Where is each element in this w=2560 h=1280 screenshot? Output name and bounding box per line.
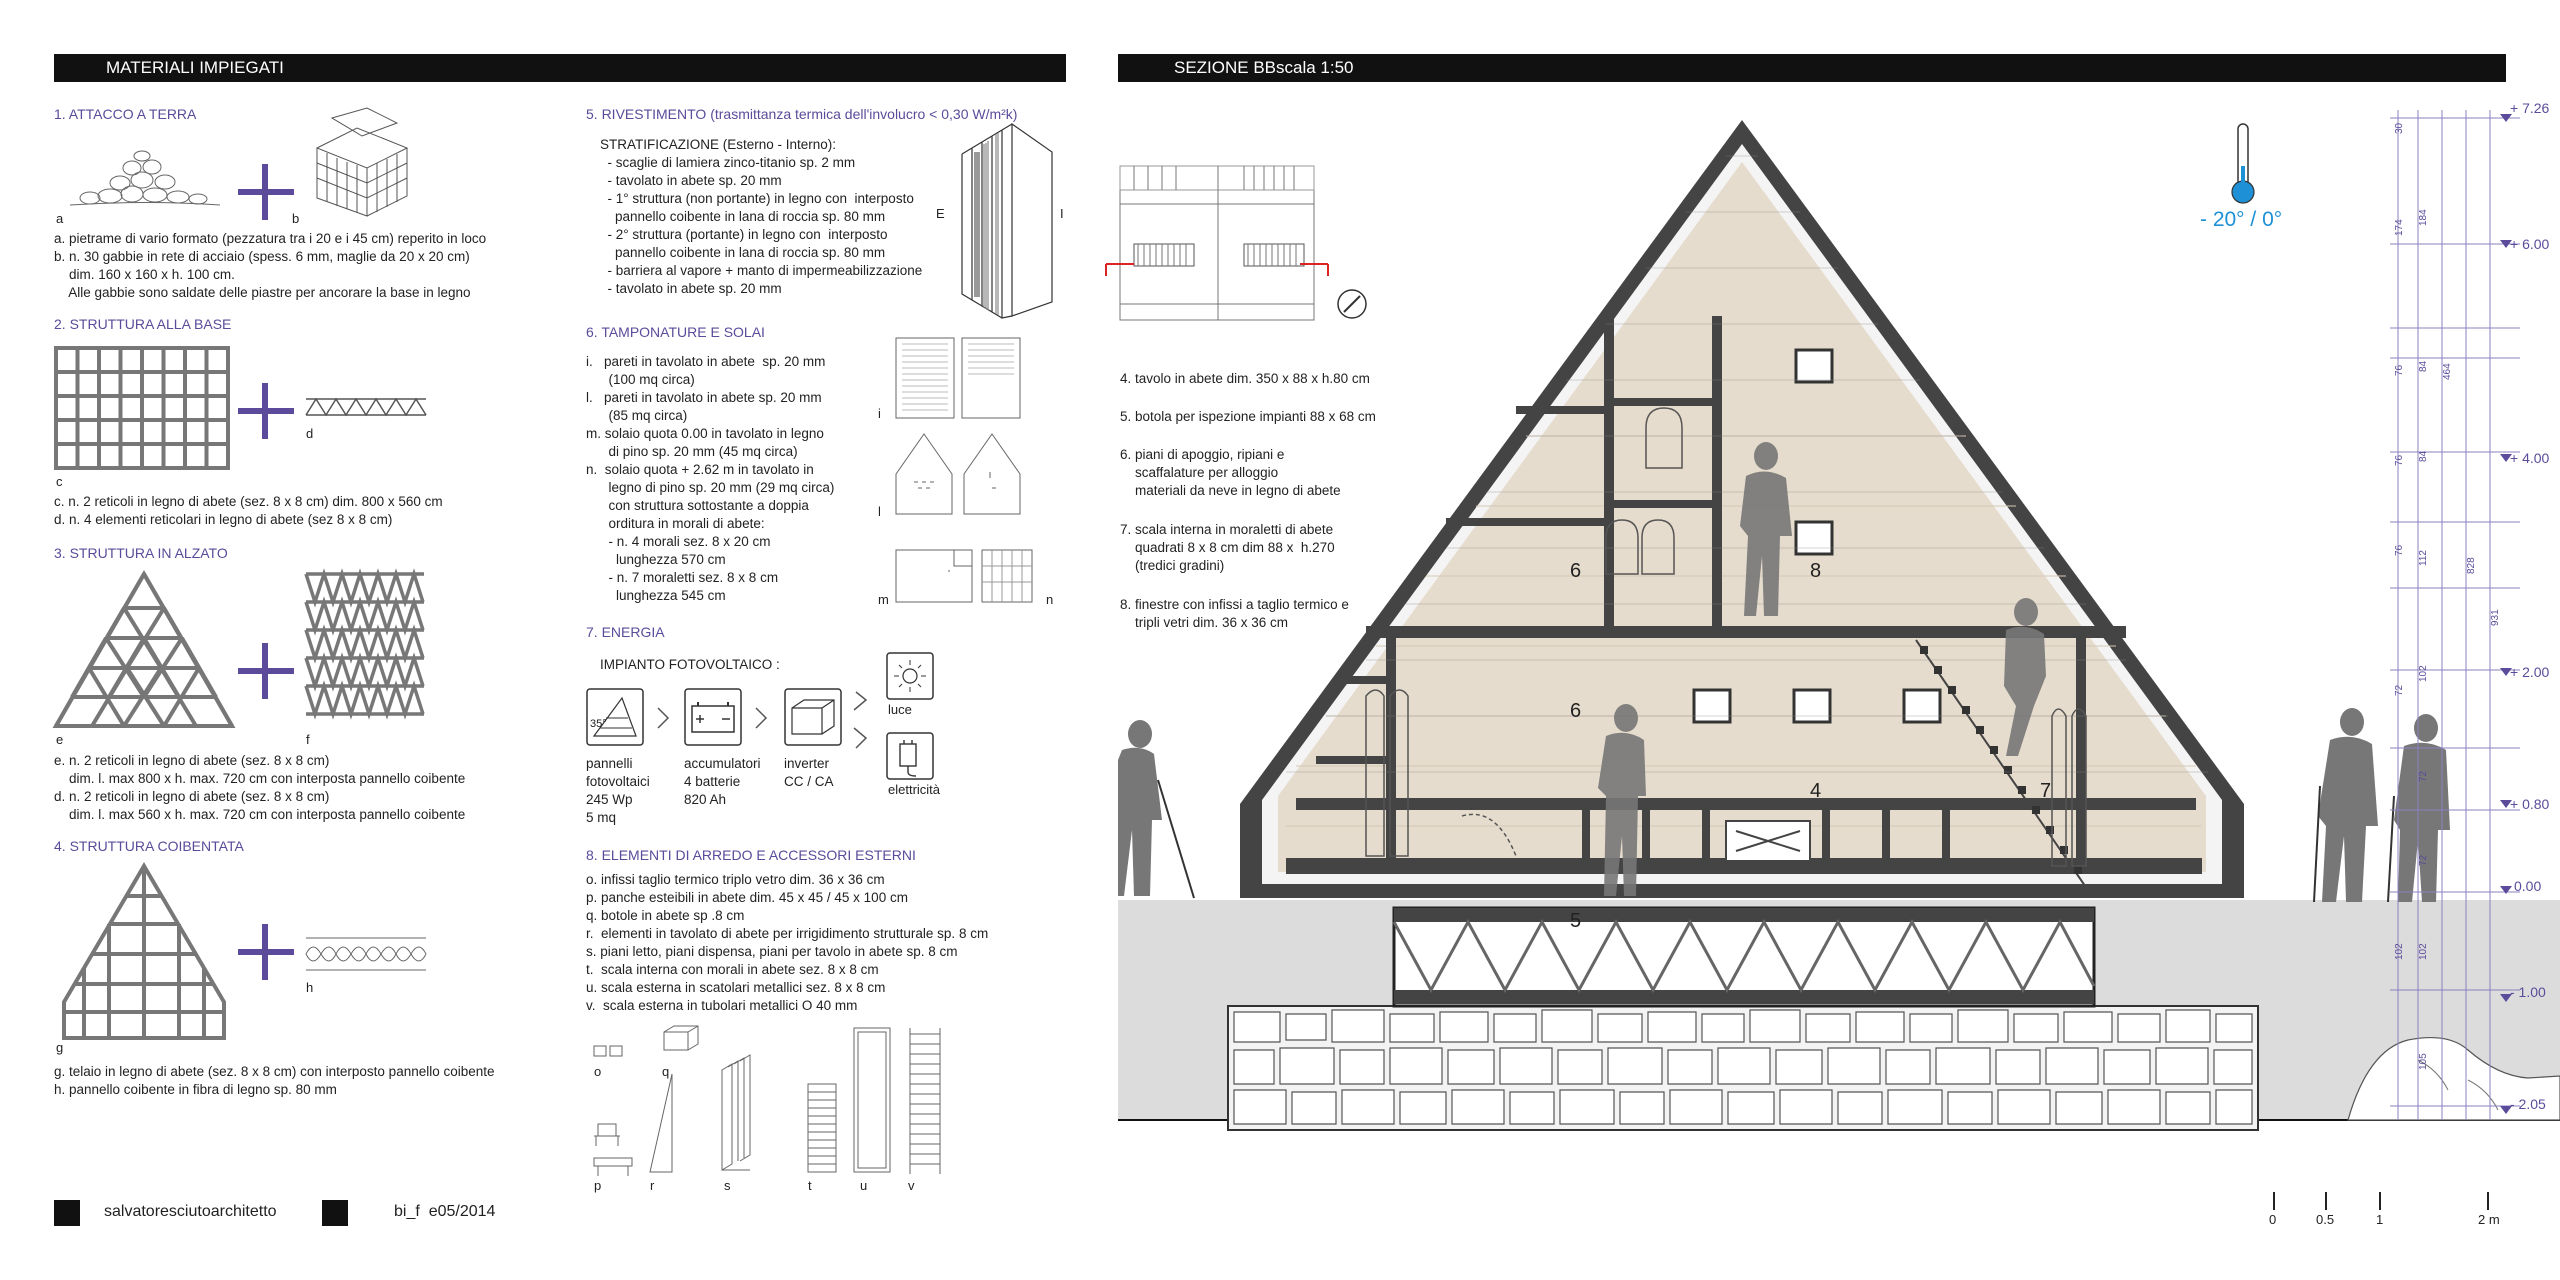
accessories-illustration [590, 1024, 960, 1180]
section-5-line-1: STRATIFICAZIONE (Esterno - Interno): [600, 137, 837, 152]
dim-105: 105 [2418, 1053, 2429, 1070]
plus-icon [238, 383, 294, 439]
footer-author: salvatoresciutoarchitetto [104, 1203, 277, 1220]
materials-title: MATERIALI IMPIEGATI [106, 58, 284, 77]
light-bulb-icon [886, 652, 934, 700]
label-v: v [908, 1178, 915, 1193]
label-c: c [56, 474, 63, 489]
accumulatori-line-3: 820 Ah [684, 792, 727, 807]
section-8-title: 8. ELEMENTI DI ARREDO E ACCESSORI ESTERNI [586, 847, 916, 863]
section-6-line-5: m. solaio quota 0.00 in tavolato in legno [586, 426, 824, 441]
stones-illustration [70, 150, 220, 210]
section-number-7: 7 [2040, 780, 2052, 802]
dim-30: 30 [2394, 122, 2405, 134]
panel-angle-label: 35° [590, 718, 607, 730]
section-6-line-14: lunghezza 545 cm [586, 588, 726, 603]
label-a: a [56, 211, 64, 226]
label-u: u [860, 1178, 868, 1193]
section-6-line-12: lunghezza 570 cm [586, 552, 726, 567]
accumulatori-line-2: 4 batterie [684, 774, 741, 789]
section-4-title: 4. STRUTTURA COIBENTATA [54, 838, 244, 854]
plus-icon [238, 924, 294, 980]
footer-square-1 [54, 1200, 80, 1226]
section-6-line-1: i. pareti in tavolato in abete sp. 20 mm [586, 354, 826, 369]
chevron-right-icon [656, 706, 670, 730]
dim-828: 828 [2466, 557, 2477, 574]
label-I: I [1060, 206, 1064, 221]
pannelli-line-1: pannelli [586, 756, 633, 771]
dim-72a: 72 [2394, 684, 2405, 696]
section-5-line-3: - tavolato in abete sp. 20 mm [600, 173, 782, 188]
label-n: n [1046, 592, 1054, 607]
hiker-left [1118, 720, 1198, 900]
elettricita-label: elettricità [888, 782, 941, 797]
section-title-bar [1118, 54, 2506, 82]
dim-72b: 72 [2418, 770, 2429, 782]
section-3-line-1: e. n. 2 reticoli in legno di abete (sez. 8 x 8 cm) [54, 753, 330, 768]
section-3-line-2: dim. l. max 800 x h. max. 720 cm con interposta pannello coibente [54, 771, 466, 786]
luce-label: luce [888, 702, 912, 717]
section-8-line-5: s. piani letto, piani dispensa, piani per tavolo in abete sp. 8 cm [586, 944, 958, 959]
label-q: q [662, 1064, 670, 1079]
section-2-line-2: d. n. 4 elementi reticolari in legno di abete (sez 8 x 8 cm) [54, 512, 393, 527]
battery-icon [684, 688, 742, 746]
dim-84a: 84 [2418, 360, 2429, 372]
insulation-panel-illustration [306, 934, 426, 974]
base-grid-illustration [54, 346, 230, 470]
dim-102a: 102 [2418, 665, 2429, 682]
triangular-frame-illustration [54, 572, 234, 728]
lattice-panel-illustration [306, 572, 424, 726]
dim-931: 931 [2490, 609, 2501, 626]
section-8-line-7: u. scala esterna in scatolari metallici sez. 8 x 8 cm [586, 980, 886, 995]
footer-square-2 [322, 1200, 348, 1226]
legend-item-8: 8. finestre con infissi a taglio termico e tripli vetri dim. 36 x 36 cm [1120, 597, 1349, 630]
dim-102b: 102 [2418, 943, 2429, 960]
section-1-line-2: b. n. 30 gabbie in rete di acciaio (spess. 6 mm, maglie da 20 x 20 cm) [54, 249, 470, 264]
label-m: m [878, 592, 889, 607]
gabion-cage-illustration [312, 108, 412, 218]
legend-item-5: 5. botola per ispezione impianti 88 x 68 cm [1120, 409, 1376, 424]
level-080: + 0.80 [2510, 796, 2550, 812]
wall-panels-i-illustration [894, 336, 1022, 420]
label-d: d [306, 426, 314, 441]
pannelli-line-2: fotovoltaici [586, 774, 650, 789]
level-200: + 2.00 [2510, 664, 2550, 680]
chevron-up-right-icon [852, 690, 868, 714]
inverter-icon [784, 688, 842, 746]
label-p: p [594, 1178, 602, 1193]
section-7-subtitle: IMPIANTO FOTOVOLTAICO : [600, 657, 780, 672]
section-6-line-2: (100 mq circa) [586, 372, 695, 387]
section-number-8: 8 [1810, 560, 1822, 582]
materials-title-bar [54, 54, 1066, 82]
footer-code: bi_f e05/2014 [394, 1203, 496, 1220]
dim-102c: 102 [2394, 943, 2405, 960]
section-number-6-upper: 6 [1570, 560, 1582, 582]
solar-panel-icon [586, 688, 644, 746]
chevron-down-right-icon [852, 726, 868, 750]
section-1-line-3: dim. 160 x 160 x h. 100 cm. [54, 267, 235, 282]
section-3-title: 3. STRUTTURA IN ALZATO [54, 545, 228, 561]
truss-illustration [306, 397, 426, 417]
label-f: f [306, 732, 310, 747]
temperature-label: - 20° / 0° [2200, 208, 2283, 231]
legend-item-4: 4. tavolo in abete dim. 350 x 88 x h.80 cm [1120, 371, 1370, 386]
section-5-line-8: - barriera al vapore + manto di impermeabilizzazione [600, 263, 923, 278]
chevron-right-icon [754, 706, 768, 730]
wall-layers-illustration [952, 122, 1054, 318]
section-6-line-13: - n. 7 moraletti sez. 8 x 8 cm [586, 570, 779, 585]
wall-panels-l-illustration [894, 432, 1022, 516]
label-i: i [878, 406, 881, 421]
section-1-line-1: a. pietrame di vario formato (pezzatura tra i 20 e i 45 cm) reperito in loco [54, 231, 487, 246]
section-7-title: 7. ENERGIA [586, 624, 665, 640]
label-s: s [724, 1178, 731, 1193]
section-5-line-2: - scaglie di lamiera zinco-titanio sp. 2 mm [600, 155, 856, 170]
dim-464: 464 [2442, 363, 2453, 380]
section-6-line-9: con struttura sottostante a doppia [586, 498, 809, 513]
accumulatori-line-1: accumulatori [684, 756, 761, 771]
section-4-line-2: h. pannello coibente in fibra di legno sp. 80 mm [54, 1082, 337, 1097]
section-1-title: 1. ATTACCO A TERRA [54, 106, 197, 122]
label-h: h [306, 980, 314, 995]
section-5-title: 5. RIVESTIMENTO (trasmittanza termica dell'involucro < 0,30 W/m²k) [586, 106, 1018, 122]
section-3-line-4: dim. l. max 560 x h. max. 720 cm con interposta pannello coibente [54, 807, 466, 822]
plus-icon [238, 164, 294, 220]
section-6-line-4: (85 mq circa) [586, 408, 688, 423]
label-l: l [878, 504, 881, 519]
scale-bar [2270, 1190, 2502, 1212]
section-6-line-10: orditura in morali di abete: [586, 516, 765, 531]
plug-icon [886, 732, 934, 780]
label-o: o [594, 1064, 602, 1079]
dim-76c: 76 [2394, 544, 2405, 556]
section-8-line-1: o. infissi taglio termico triplo vetro dim. 36 x 36 cm [586, 872, 885, 887]
dim-174: 174 [2394, 219, 2405, 236]
section-number-4: 4 [1810, 780, 1822, 802]
section-3-line-3: d. n. 2 reticoli in legno di abete (sez. 8 x 8 cm) [54, 789, 330, 804]
label-r: r [650, 1178, 655, 1193]
level-minus-205: - 2.05 [2510, 1096, 2546, 1112]
section-6-line-7: n. solaio quota + 2.62 m in tavolato in [586, 462, 814, 477]
label-t: t [808, 1178, 812, 1193]
legend-item-6: 6. piani di apoggio, ripiani e scaffalature per alloggio materiali da neve in legno di abete [1120, 447, 1341, 498]
section-5-line-9: - tavolato in abete sp. 20 mm [600, 281, 782, 296]
dim-84b: 84 [2418, 450, 2429, 462]
dim-72c: 72 [2418, 854, 2429, 866]
insulated-frame-illustration [54, 864, 234, 1040]
inverter-line-2: CC / CA [784, 774, 834, 789]
section-5-line-5: pannello coibente in lana di roccia sp. 80 mm [600, 209, 886, 224]
section-title: SEZIONE BB [1174, 58, 1277, 77]
dim-76b: 76 [2394, 454, 2405, 466]
section-number-5: 5 [1570, 910, 1582, 932]
label-g: g [56, 1040, 64, 1055]
dim-76a: 76 [2394, 364, 2405, 376]
level-minus-100: - 1.00 [2510, 984, 2546, 1000]
section-8-line-3: q. botole in abete sp .8 cm [586, 908, 745, 923]
level-000: 0.00 [2514, 878, 2542, 894]
section-4-line-1: g. telaio in legno di abete (sez. 8 x 8 cm) con interposto pannello coibente [54, 1064, 495, 1079]
legend-item-7: 7. scala interna in moraletti di abete quadrati 8 x 8 cm dim 88 x h.270 (tredici gradini) [1120, 522, 1335, 573]
dim-184: 184 [2418, 209, 2429, 226]
section-8-line-6: t. scala interna con morali in abete sez. 8 x 8 cm [586, 962, 879, 977]
level-400: + 4.00 [2510, 450, 2550, 466]
section-6-line-3: l. pareti in tavolato in abete sp. 20 mm [586, 390, 822, 405]
pannelli-line-3: 245 Wp [586, 792, 633, 807]
section-5-line-6: - 2° struttura (portante) in legno con interposto [600, 227, 888, 242]
section-5-line-4: - 1° struttura (non portante) in legno con interposto [600, 191, 914, 206]
label-e: e [56, 732, 64, 747]
section-scale: scala 1:50 [1276, 58, 1354, 77]
label-E: E [936, 206, 945, 221]
hut-section-drawing [1226, 116, 2266, 1130]
level-726: + 7.26 [2510, 100, 2550, 116]
section-1-line-4: Alle gabbie sono saldate delle piastre per ancorare la base in legno [54, 285, 471, 300]
section-2-line-1: c. n. 2 reticoli in legno di abete (sez. 8 x 8 cm) dim. 800 x 560 cm [54, 494, 443, 509]
label-b: b [292, 211, 300, 226]
level-markers [2496, 104, 2516, 1124]
level-600: + 6.00 [2510, 236, 2550, 252]
scale-1: 1 [2376, 1212, 2384, 1227]
pannelli-line-4: 5 mq [586, 810, 617, 825]
scale-2m: 2 m [2478, 1212, 2500, 1227]
section-6-line-6: di pino sp. 20 mm (45 mq circa) [586, 444, 798, 459]
section-8-line-2: p. panche esteibili in abete dim. 45 x 45 / 45 x 100 cm [586, 890, 908, 905]
section-2-title: 2. STRUTTURA ALLA BASE [54, 316, 232, 332]
scale-0: 0 [2269, 1212, 2277, 1227]
section-number-6-lower: 6 [1570, 700, 1582, 722]
section-8-line-4: r. elementi in tavolato di abete per irrigidimento strutturale sp. 8 cm [586, 926, 989, 941]
section-8-line-8: v. scala esterna in tubolari metallici O 40 mm [586, 998, 858, 1013]
section-6-line-11: - n. 4 morali sez. 8 x 20 cm [586, 534, 771, 549]
section-6-line-8: legno di pino sp. 20 mm (29 mq circa) [586, 480, 835, 495]
section-5-line-7: pannello coibente in lana di roccia sp. 80 mm [600, 245, 886, 260]
stone-foundation [1228, 1006, 2258, 1130]
inverter-line-1: inverter [784, 756, 830, 771]
floor-slabs-illustration [894, 546, 1034, 606]
plus-icon [238, 643, 294, 699]
section-6-title: 6. TAMPONATURE E SOLAI [586, 324, 765, 340]
dim-112: 112 [2418, 550, 2429, 566]
scale-05: 0.5 [2316, 1212, 2335, 1227]
